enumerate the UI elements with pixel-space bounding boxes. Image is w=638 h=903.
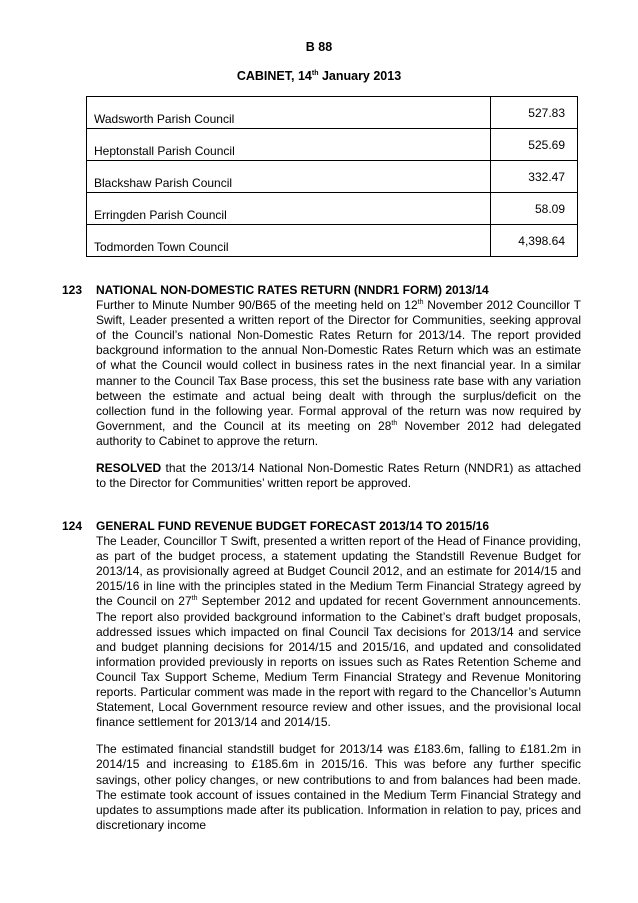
ordinal-suffix: th — [191, 595, 198, 603]
minute-124 — [62, 519, 582, 833]
minute-number: 123 — [62, 283, 83, 297]
meeting-title — [0, 69, 638, 83]
council-name: Todmorden Town Council — [94, 240, 229, 254]
minute-heading: NATIONAL NON-DOMESTIC RATES RETURN (NNDR1 FORM) 2013/14 — [96, 283, 489, 297]
council-name: Wadsworth Parish Council — [94, 112, 235, 126]
council-name-cell — [87, 161, 491, 193]
council-name-cell — [87, 97, 491, 129]
table-row — [87, 97, 578, 129]
amount-cell — [491, 161, 578, 193]
minute-paragraph — [96, 298, 581, 449]
amount-value: 4,398.64 — [518, 234, 565, 248]
amount-value: 525.69 — [528, 138, 565, 152]
text-run: September 2012 and updated for recent Government announcements. The report also provided background information to the Cabinet’s draft budget proposals, addressed issues which impacted on final Council Tax decisions for 2013/14 and service and budget planning decisions for 2014/15 and 2015/16, and updated and consolidated information provided previously in reports on issues such as Rates Retention Scheme and Council Tax Support Scheme, Medium Term Financial Strategy and Revenue Monitoring reports. Particular comment was made in the report with regard to the Chancellor’s Autumn Statement, Local Government resource review and other issues, and the provisional local finance settlement for 2013/14 and 2014/15. — [96, 594, 582, 730]
table-row — [87, 129, 578, 161]
council-name: Blackshaw Parish Council — [94, 176, 233, 190]
council-name-cell — [87, 225, 491, 257]
text-run: that the 2013/14 National Non-Domestic Rates Return (NNDR1) as attached to the Director for Communities’ written report be approved. — [96, 461, 581, 491]
text-run: November 2012 Councillor T Swift, Leader presented a written report of the Director for Communities, seeking approval of the Council’s national Non-Domestic Rates Return for 2013/14. The report provided background information to the annual Non-Domestic Rates Return which was an estimate of what the Council would collect in business rates in the next financial year. In a similar manner to the Council Tax Base process, this set the business rate base with any variation between the estimate and actual being dealt with through the surplus/deficit on the collection fund in the following year. Formal approval of the return was now required by Government, and the Council at its meeting on 28 — [96, 298, 581, 433]
table-row — [87, 225, 578, 257]
amount-cell — [491, 129, 578, 161]
title-date-rest: January 2013 — [318, 69, 402, 83]
resolved-label: RESOLVED — [96, 461, 162, 476]
council-name-cell — [87, 193, 491, 225]
page-reference: B 88 — [305, 40, 333, 54]
minute-paragraph: The estimated financial standstill budget for 2013/14 was £183.6m, falling to £181.2m in 2014/15 and increasing to £185.6m in 2015/16. This was before any further specific savings, other policy changes, or new contributions to and from balances had been made. The estimate took account of issues contained in the Medium Term Financial Strategy and updates to assumptions made after its publication. Information in relation to pay, prices and discretionary income — [96, 742, 581, 832]
text-run: Further to Minute Number 90/B65 of the meeting held on 12 — [96, 298, 418, 313]
amount-cell — [491, 225, 578, 257]
title-date-suffix: th — [311, 69, 319, 77]
table-row — [87, 161, 578, 193]
title-date-prefix: CABINET, 14 — [236, 69, 312, 83]
table-row — [87, 193, 578, 225]
amount-cell — [491, 193, 578, 225]
text-run: November 2012 had delegated authority to Cabinet to approve the return. — [96, 418, 581, 448]
minute-body — [96, 519, 581, 833]
ordinal-suffix: th — [417, 299, 424, 307]
council-precept-table — [86, 96, 578, 257]
council-name-cell — [87, 129, 491, 161]
council-name: Heptonstall Parish Council — [94, 144, 235, 158]
minute-123 — [62, 283, 582, 491]
amount-value: 58.09 — [534, 202, 565, 216]
resolution-paragraph — [96, 461, 581, 491]
ordinal-suffix: th — [391, 419, 398, 427]
text-run: The Leader, Councillor T Swift, presented a written report of the Head of Finance providing, as part of the budget process, a statement updating the Standstill Revenue Budget for 2013/14, as provisionally agreed at Budget Council 2012, and an estimate for 2014/15 and 2015/16 in line with the principles stated in the Medium Term Financial Strategy agreed by the Council on 27 — [96, 534, 581, 609]
amount-value: 527.83 — [528, 106, 565, 120]
amount-cell — [491, 97, 578, 129]
minute-paragraph — [96, 534, 581, 730]
council-name: Erringden Parish Council — [94, 208, 227, 222]
minute-heading: GENERAL FUND REVENUE BUDGET FORECAST 2013/14 TO 2015/16 — [96, 519, 489, 533]
minute-body — [96, 283, 581, 491]
minute-number: 124 — [62, 519, 83, 533]
amount-value: 332.47 — [528, 170, 565, 184]
